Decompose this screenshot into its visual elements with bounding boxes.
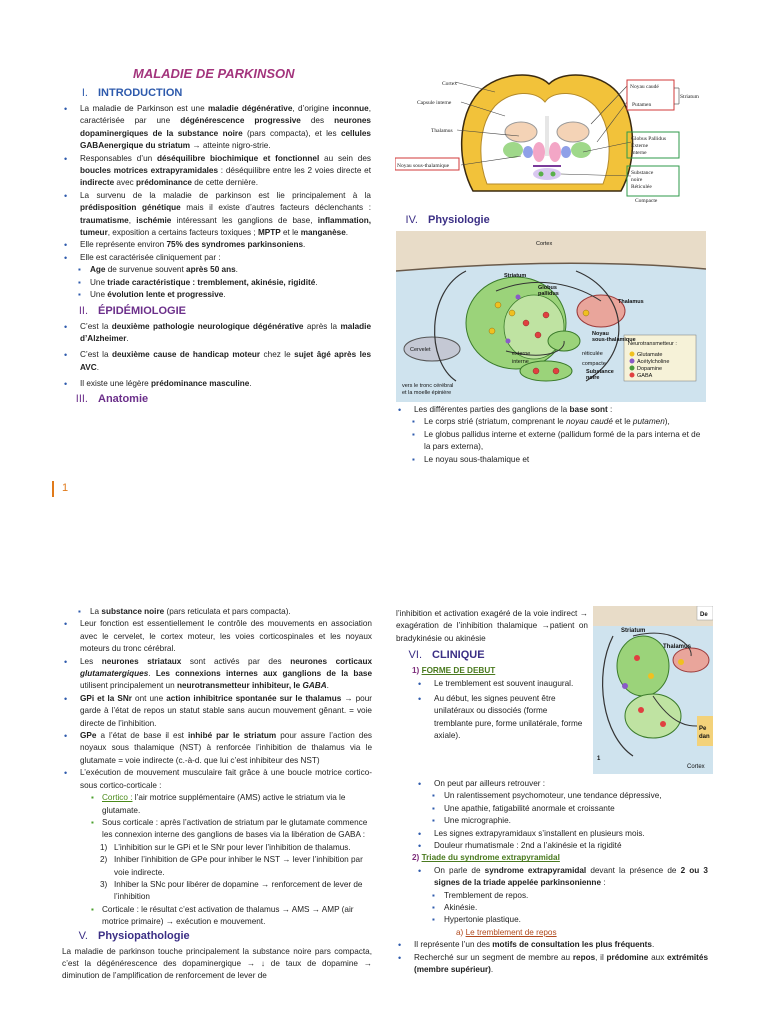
section-anatomie-heading: III. Anatomie: [75, 392, 149, 405]
introduction-sublist: [62, 264, 371, 301]
label-noyau: Noyau: [592, 331, 609, 337]
label-substance: Substance: [586, 369, 614, 375]
label-capsule: Capsule interne: [417, 100, 452, 106]
list-item: ▪ Le corps strié (striatum, comprenant le noyau caudé et le putamen),: [410, 416, 708, 428]
label-one: 1: [597, 756, 601, 762]
list-item: ▪ Un ralentissement psychomoteur, une tendance dépressive,: [430, 790, 708, 802]
list-item: • Il représente l’un des motifs de consultation les plus fréquents.: [396, 939, 708, 951]
physiopathologie-paragraph: La maladie de parkinson touche principalement la substance noire pars compacta, c’est la dégénérescence des dopaminergique → ↓ de taux de dopamine → diminution de l’amplification de renforcement de lever de: [62, 946, 372, 981]
label-noire: noire: [631, 177, 643, 183]
label-striatum: Striatum: [621, 628, 646, 634]
list-item: 2) Inhiber l’inhibition de GPe pour inhiber le NST → lever l’inhibition par voie indirecte.: [100, 855, 363, 877]
clinical-figure: [593, 606, 713, 774]
list-item: ▪ Sous corticale : après l’activation de striatum par le glutamate commence les connexion interne des ganglions de bases via la libération de GABA :: [90, 817, 372, 842]
list-item: ▪ Le globus pallidus interne et externe (pallidum formé de la pars interna et de la pars externa),: [410, 429, 708, 454]
page-number-bar: [52, 481, 54, 497]
label-reticulee: réticulée: [582, 351, 603, 357]
list-item: ▪ Une micrographie.: [430, 815, 708, 827]
list-item: • Les neurones striataux sont activés par des neurones corticaux glutamatergiques. Les connexions internes aux ganglions de la base utilisent principalement un neurotransmetteur inhibiteur, le GABA.: [62, 656, 372, 693]
label-cervelet: Cervelet: [410, 347, 431, 353]
right-column-top: [396, 608, 588, 743]
label-interne: Interne: [631, 150, 647, 156]
brain-coronal-diagram: [395, 66, 705, 204]
list-item: • Responsables d’un déséquilibre biochimique et fonctionnel au sein des boucles motrices extrapyramidales : déséquilibre entre les 2 voies directe et indirecte avec prédominance de cette dernière.: [62, 153, 371, 190]
list-item: ▪ Tremblement de repos.: [430, 890, 708, 902]
legend-acetylcholine: Acétylcholine: [637, 359, 670, 365]
label-noyau-sous-thalamique: Noyau sous-thalamique: [397, 163, 450, 169]
list-item: • GPi et la SNr ont une action inhibitrice spontanée sur le thalamus → pour garde à l’état de repos un statut stable sans aucun mouvement gênant. = voie directe de l’inhibition.: [62, 693, 372, 730]
list-item: • Les différentes parties des ganglions de la base sont :: [396, 404, 708, 416]
legend-dopamine: Dopamine: [637, 366, 663, 372]
basal-ganglia-detail-diagram: [593, 606, 713, 774]
list-item: ▪ Age de survenue souvent après 50 ans.: [76, 264, 371, 276]
label-globus: Globus Pallidus: [631, 136, 666, 142]
list-item: ▪ Cortico : l’air motrice supplémentaire (AMS) active le striatum via le glutamate.: [90, 792, 372, 817]
right-column-bottom: [396, 778, 708, 977]
forme-de-debut-heading: 1) FORME DE DEBUT: [412, 666, 496, 676]
label-compacte: Compacte: [635, 198, 658, 204]
triade-heading: 2) Triade du syndrome extrapyramidal: [412, 853, 560, 863]
label-externe: Externe: [631, 143, 649, 149]
section-introduction-heading: I. INTRODUCTION: [81, 87, 183, 99]
list-item: • Elle est caractérisée cliniquement par :: [62, 252, 371, 264]
list-item: • Recherché sur un segment de membre au repos, il prédomine aux extrémités (membre supérieur).: [396, 952, 708, 977]
list-item: • Il existe une légère prédominance masculine.: [62, 378, 371, 390]
label-reticulee: Réticulée: [631, 184, 652, 190]
label-externe: externe: [512, 351, 531, 357]
label-pe: Pe: [699, 726, 707, 732]
document-title: MALADIE DE PARKINSON: [133, 66, 295, 81]
label-thalamus: Thalamus: [618, 299, 644, 305]
anatomy-figure: [395, 66, 705, 204]
list-item: ▪ Une apathie, fatigabilité anormale et croissante: [430, 803, 708, 815]
legend-title: Neurotransmetteur :: [628, 341, 677, 347]
legend-glutamate: Glutamate: [637, 352, 663, 358]
label-compacte: compacte: [582, 361, 606, 367]
label-noire: noire: [586, 375, 600, 381]
epidemiologie-list: [62, 321, 371, 391]
label-putamen: Putamen: [632, 102, 652, 108]
list-item: ▪ Hypertonie plastique.: [430, 914, 708, 926]
list-item: ▪ Le noyau sous-thalamique et: [410, 454, 708, 466]
page-number: 1: [62, 482, 69, 494]
label-cortex: Cortex: [687, 764, 705, 770]
label-cortex: Cortex: [442, 81, 457, 87]
section-epidemiologie-heading: II. ÉPIDÉMIOLOGIE: [78, 304, 187, 317]
list-item: • Le tremblement est souvent inaugural.: [416, 678, 588, 690]
list-item: ▪ Une évolution lente et progressive.: [76, 289, 371, 301]
list-item: 3) Inhiber la SNc pour libérer de dopamine → renforcement de lever de l’inhibition: [100, 879, 363, 902]
list-item: • GPe a l’état de base il est inhibé par le striatum pour assure l’action des noyaux sous thalamique (NST) à renforcée l’inhibition de thalamus via le glutamate = voie indirecte (c.-à-d. que lui c’est inhibiteur des NST): [62, 730, 372, 767]
section-physiologie-heading: IV. Physiologie: [405, 214, 490, 226]
label-cortex: Cortex: [536, 241, 553, 247]
list-item: • On parle de syndrome extrapyramidal devant la présence de 2 ou 3 signes de la triade appelée parkinsonienne :: [416, 865, 708, 890]
list-item: • C’est la deuxième pathologie neurologique dégénérative après la maladie d’Alzheimer.: [62, 321, 371, 346]
list-item: ▪ Une triade caractéristique : tremblement, akinésie, rigidité.: [76, 277, 371, 289]
label-thalamus: Thalamus: [431, 128, 453, 134]
label-noyau-caude: Noyau caudé: [630, 84, 659, 90]
section-clinique-heading: VI. CLINIQUE: [408, 649, 485, 662]
list-item: • On peut par ailleurs retrouver :: [416, 778, 708, 790]
list-item: • C’est la deuxième cause de handicap moteur chez le sujet âgé après les AVC.: [62, 349, 371, 374]
left-column: [62, 86, 371, 407]
label-sous-thalamique: sous-thalamique: [592, 337, 636, 343]
list-item: ▪ La substance noire (pars reticulata et pars compacta).: [76, 606, 372, 618]
label-globus: Globus: [538, 285, 557, 291]
label-substance: Substance: [631, 170, 654, 176]
list-item: • L’exécution de mouvement musculaire fait grâce à une boucle motrice cortico-sous cortico-corticale :: [62, 767, 372, 792]
page-2: [0, 512, 768, 1024]
legend-gaba: GABA: [637, 373, 653, 379]
section-physiopathologie-heading: V. Physiopathologie: [78, 929, 190, 942]
label-interne: interne: [512, 359, 529, 365]
label-thalamus: Thalamus: [663, 644, 692, 650]
physiologie-heading-wrap: [392, 213, 712, 228]
list-item: • Au début, les signes peuvent être unilatéraux ou dissociés (forme tremblante pure, forme unilatérale, forme axiale).: [416, 693, 588, 743]
physiology-figure: [396, 231, 706, 402]
introduction-list: [62, 103, 371, 264]
ganglions-text: [396, 404, 708, 466]
list-item: • La survenu de la maladie de parkinson est lie principalement à la prédisposition génétique mais il existe d’autres facteurs déclenchants : traumatisme, ischémie intéressant les ganglions de base, inflammation, tumeur, exposition a certains facteurs toxiques ; MPTP et le manganèse.: [62, 190, 371, 240]
continuation-paragraph: l’inhibition et activation exagéré de la voie indirect → exagération de l’inhibition thalamique →patient on bradykinésie ou akinésie: [396, 609, 588, 643]
list-item: ▪ Corticale : le résultat c’est activation de thalamus → AMS → AMP (air motrice primaire) → exécution e mouvement.: [90, 904, 372, 929]
label-striatum: Striatum: [680, 94, 699, 100]
left-column: [62, 606, 372, 983]
label-moelle: et la moelle épinière: [402, 390, 452, 396]
tremblement-heading: a) Le tremblement de repos: [456, 927, 557, 937]
label-pallidus: pallidus: [538, 291, 559, 297]
list-item: • Leur fonction est essentiellement le contrôle des mouvements en association avec le cervelet, le cortex moteur, les voies corticospinales et les noyaux moteurs du tronc cérébral.: [62, 618, 372, 655]
label-tronc: vers le tronc cérébral: [402, 383, 454, 389]
list-item: • Elle représente environ 75% des syndromes parkinsoniens.: [62, 239, 371, 251]
list-item: 1) L’inhibition sur le GPi et le SNr pour lever l’inhibition de thalamus.: [100, 842, 351, 852]
list-item: • Douleur rhumatismale : 2nd a l’akinésie et la rigidité: [416, 840, 708, 852]
list-item: ▪ Akinésie.: [430, 902, 708, 914]
list-item: • Les signes extrapyramidaux s’installent en plusieurs mois.: [416, 828, 708, 840]
label-striatum: Striatum: [504, 273, 527, 279]
label-dan: dan: [699, 734, 710, 740]
basal-ganglia-circuit-diagram: [396, 231, 706, 402]
label-de: De: [700, 612, 708, 618]
list-item: • La maladie de Parkinson est une maladie dégénérative, d’origine inconnue, caractérisée par une dégénérescence progressive des neurones dopaminergiques de la substance noire (pars compacta), et les cellules GABAenergique du striatum → atteinte nigro-strie.: [62, 103, 371, 153]
